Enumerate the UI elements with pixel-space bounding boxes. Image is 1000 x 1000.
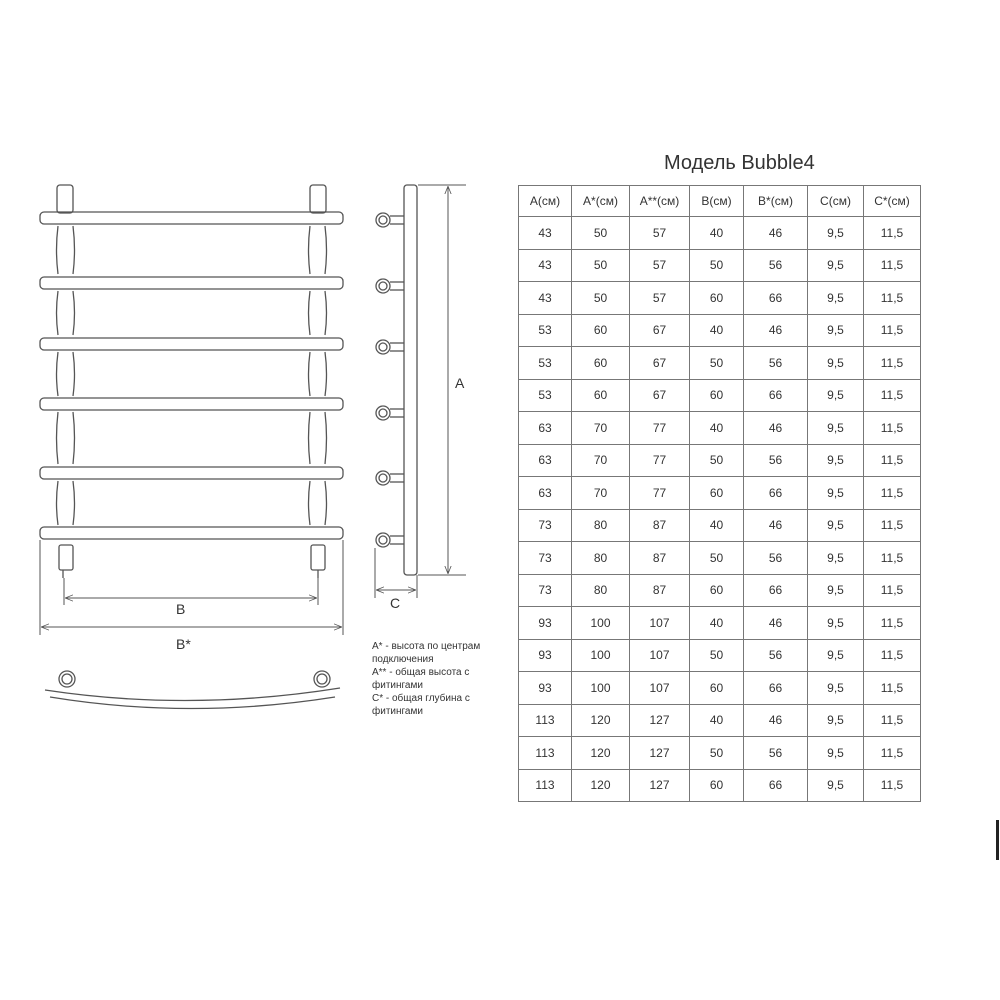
notes <box>372 640 502 718</box>
table-cell: 56 <box>744 444 808 477</box>
label-b: B <box>176 601 186 617</box>
table-cell: 60 <box>572 347 630 380</box>
label-c: C <box>390 595 401 611</box>
table-cell: 56 <box>744 639 808 672</box>
table-cell: 9,5 <box>808 769 864 802</box>
right-bottom-fitting <box>311 545 325 570</box>
table-cell: 127 <box>630 769 690 802</box>
table-cell: 60 <box>690 477 744 510</box>
table-cell: 80 <box>572 509 630 542</box>
table-cell: 113 <box>519 704 572 737</box>
table-cell: 50 <box>690 249 744 282</box>
table-cell: 9,5 <box>808 282 864 315</box>
table-cell: 120 <box>572 769 630 802</box>
dimension-b-star <box>40 540 343 635</box>
table-cell: 53 <box>519 347 572 380</box>
table-cell: 60 <box>690 282 744 315</box>
table-row <box>519 704 921 737</box>
table-row <box>519 412 921 445</box>
table-row <box>519 477 921 510</box>
dimension-b <box>64 578 318 605</box>
rungs <box>40 212 343 539</box>
table-cell: 50 <box>690 444 744 477</box>
table-cell: 11,5 <box>864 217 921 250</box>
table-cell: 43 <box>519 217 572 250</box>
table-cell: 11,5 <box>864 282 921 315</box>
table-cell: 63 <box>519 412 572 445</box>
table-cell: 57 <box>630 249 690 282</box>
table-cell: 50 <box>690 737 744 770</box>
table-cell: 9,5 <box>808 737 864 770</box>
table-cell: 40 <box>690 607 744 640</box>
table-cell: 70 <box>572 412 630 445</box>
label-b-star: B* <box>176 636 191 652</box>
table-cell: 66 <box>744 477 808 510</box>
table-cell: 46 <box>744 607 808 640</box>
table-cell: 93 <box>519 607 572 640</box>
table-row <box>519 314 921 347</box>
dimensions-table <box>518 185 921 802</box>
header-c-star: C*(см) <box>864 186 921 217</box>
table-row <box>519 769 921 802</box>
table-body <box>519 217 921 802</box>
table-cell: 66 <box>744 379 808 412</box>
side-post <box>404 185 417 575</box>
table-cell: 60 <box>572 314 630 347</box>
rung-5 <box>40 467 343 479</box>
model-title: Модель Bubble4 <box>664 152 815 174</box>
table-cell: 56 <box>744 737 808 770</box>
table-cell: 9,5 <box>808 249 864 282</box>
table-cell: 11,5 <box>864 574 921 607</box>
table-cell: 66 <box>744 574 808 607</box>
table-header-row <box>519 186 921 217</box>
rung-3 <box>40 338 343 350</box>
header-b: B(см) <box>690 186 744 217</box>
table-cell: 107 <box>630 672 690 705</box>
table-cell: 46 <box>744 412 808 445</box>
table-cell: 9,5 <box>808 704 864 737</box>
table-cell: 113 <box>519 737 572 770</box>
table-cell: 40 <box>690 412 744 445</box>
header-a-double-star: A**(см) <box>630 186 690 217</box>
table-cell: 77 <box>630 444 690 477</box>
table-cell: 50 <box>572 282 630 315</box>
table-cell: 40 <box>690 509 744 542</box>
table-cell: 70 <box>572 477 630 510</box>
side-view <box>375 185 466 598</box>
right-post <box>309 226 327 525</box>
scan-edge-mark <box>996 820 999 860</box>
table-row <box>519 217 921 250</box>
table-cell: 11,5 <box>864 249 921 282</box>
table-cell: 9,5 <box>808 639 864 672</box>
table-row <box>519 639 921 672</box>
table-row <box>519 282 921 315</box>
table-row <box>519 542 921 575</box>
header-a-star: A*(см) <box>572 186 630 217</box>
table-cell: 53 <box>519 314 572 347</box>
left-bottom-fitting <box>59 545 73 570</box>
table-cell: 120 <box>572 737 630 770</box>
table-cell: 120 <box>572 704 630 737</box>
left-top-fitting <box>57 185 73 213</box>
top-view-outer-curve <box>45 688 340 701</box>
table-cell: 50 <box>690 542 744 575</box>
table-cell: 11,5 <box>864 412 921 445</box>
table-cell: 100 <box>572 672 630 705</box>
table-cell: 60 <box>690 379 744 412</box>
table-cell: 113 <box>519 769 572 802</box>
side-connectors <box>376 213 404 547</box>
table-cell: 73 <box>519 574 572 607</box>
table-cell: 57 <box>630 217 690 250</box>
table-cell: 46 <box>744 217 808 250</box>
table-cell: 53 <box>519 379 572 412</box>
table-row <box>519 249 921 282</box>
table-cell: 11,5 <box>864 542 921 575</box>
table-cell: 9,5 <box>808 607 864 640</box>
header-a: A(см) <box>519 186 572 217</box>
table-cell: 9,5 <box>808 412 864 445</box>
table-cell: 11,5 <box>864 639 921 672</box>
table-cell: 77 <box>630 477 690 510</box>
table-cell: 93 <box>519 672 572 705</box>
table-cell: 11,5 <box>864 704 921 737</box>
table-cell: 43 <box>519 249 572 282</box>
table-cell: 9,5 <box>808 379 864 412</box>
table-cell: 11,5 <box>864 444 921 477</box>
rung-2 <box>40 277 343 289</box>
table-row <box>519 347 921 380</box>
table-cell: 70 <box>572 444 630 477</box>
table-cell: 46 <box>744 509 808 542</box>
label-a: A <box>455 375 465 391</box>
table-cell: 63 <box>519 444 572 477</box>
note-a-double-star: A** - общая высота с фитингами <box>372 667 470 691</box>
table-cell: 46 <box>744 314 808 347</box>
table-cell: 66 <box>744 672 808 705</box>
rung-1 <box>40 212 343 224</box>
table-cell: 50 <box>690 639 744 672</box>
table-cell: 9,5 <box>808 347 864 380</box>
note-a-star: A* - высота по центрам подключения <box>372 641 481 665</box>
table-cell: 60 <box>572 379 630 412</box>
table-cell: 87 <box>630 542 690 575</box>
table-cell: 11,5 <box>864 672 921 705</box>
table-cell: 43 <box>519 282 572 315</box>
table-cell: 100 <box>572 639 630 672</box>
right-top-fitting <box>310 185 326 213</box>
table-cell: 107 <box>630 607 690 640</box>
table-cell: 50 <box>572 217 630 250</box>
table-row <box>519 509 921 542</box>
table-cell: 100 <box>572 607 630 640</box>
table-cell: 9,5 <box>808 509 864 542</box>
table-cell: 127 <box>630 704 690 737</box>
table-cell: 9,5 <box>808 444 864 477</box>
table-cell: 73 <box>519 542 572 575</box>
table-cell: 40 <box>690 314 744 347</box>
table-row <box>519 444 921 477</box>
table-cell: 50 <box>690 347 744 380</box>
table-cell: 46 <box>744 704 808 737</box>
table-cell: 63 <box>519 477 572 510</box>
table-cell: 60 <box>690 574 744 607</box>
table-cell: 66 <box>744 282 808 315</box>
table-row <box>519 379 921 412</box>
table-cell: 80 <box>572 574 630 607</box>
table-row <box>519 574 921 607</box>
table-cell: 50 <box>572 249 630 282</box>
rung-6 <box>40 527 343 539</box>
table-cell: 107 <box>630 639 690 672</box>
table-cell: 11,5 <box>864 477 921 510</box>
table-row <box>519 737 921 770</box>
table-cell: 11,5 <box>864 379 921 412</box>
table-row <box>519 672 921 705</box>
header-b-star: B*(см) <box>744 186 808 217</box>
table-cell: 93 <box>519 639 572 672</box>
table-cell: 9,5 <box>808 217 864 250</box>
left-post <box>57 226 75 525</box>
rung-4 <box>40 398 343 410</box>
table-cell: 73 <box>519 509 572 542</box>
table-cell: 87 <box>630 509 690 542</box>
header-c: C(см) <box>808 186 864 217</box>
table-cell: 56 <box>744 542 808 575</box>
table-cell: 127 <box>630 737 690 770</box>
top-view-inner-curve <box>50 697 335 709</box>
table-cell: 9,5 <box>808 542 864 575</box>
note-c-star: C* - общая глубина с фитингами <box>372 693 470 717</box>
table-cell: 9,5 <box>808 477 864 510</box>
table-cell: 11,5 <box>864 347 921 380</box>
table-cell: 9,5 <box>808 672 864 705</box>
table-cell: 40 <box>690 704 744 737</box>
dimension-c <box>375 548 417 598</box>
table-cell: 9,5 <box>808 314 864 347</box>
table-row <box>519 607 921 640</box>
table-cell: 11,5 <box>864 314 921 347</box>
table-cell: 56 <box>744 249 808 282</box>
table-cell: 40 <box>690 217 744 250</box>
table-cell: 60 <box>690 769 744 802</box>
top-view <box>45 671 340 709</box>
table-cell: 9,5 <box>808 574 864 607</box>
table-cell: 80 <box>572 542 630 575</box>
table-cell: 87 <box>630 574 690 607</box>
table-cell: 67 <box>630 379 690 412</box>
table-cell: 11,5 <box>864 737 921 770</box>
table-cell: 11,5 <box>864 509 921 542</box>
table-cell: 67 <box>630 314 690 347</box>
table-cell: 11,5 <box>864 769 921 802</box>
table-cell: 77 <box>630 412 690 445</box>
table-cell: 11,5 <box>864 607 921 640</box>
table-cell: 67 <box>630 347 690 380</box>
front-view <box>40 185 343 635</box>
table-cell: 56 <box>744 347 808 380</box>
table-cell: 66 <box>744 769 808 802</box>
table-cell: 57 <box>630 282 690 315</box>
table-cell: 60 <box>690 672 744 705</box>
